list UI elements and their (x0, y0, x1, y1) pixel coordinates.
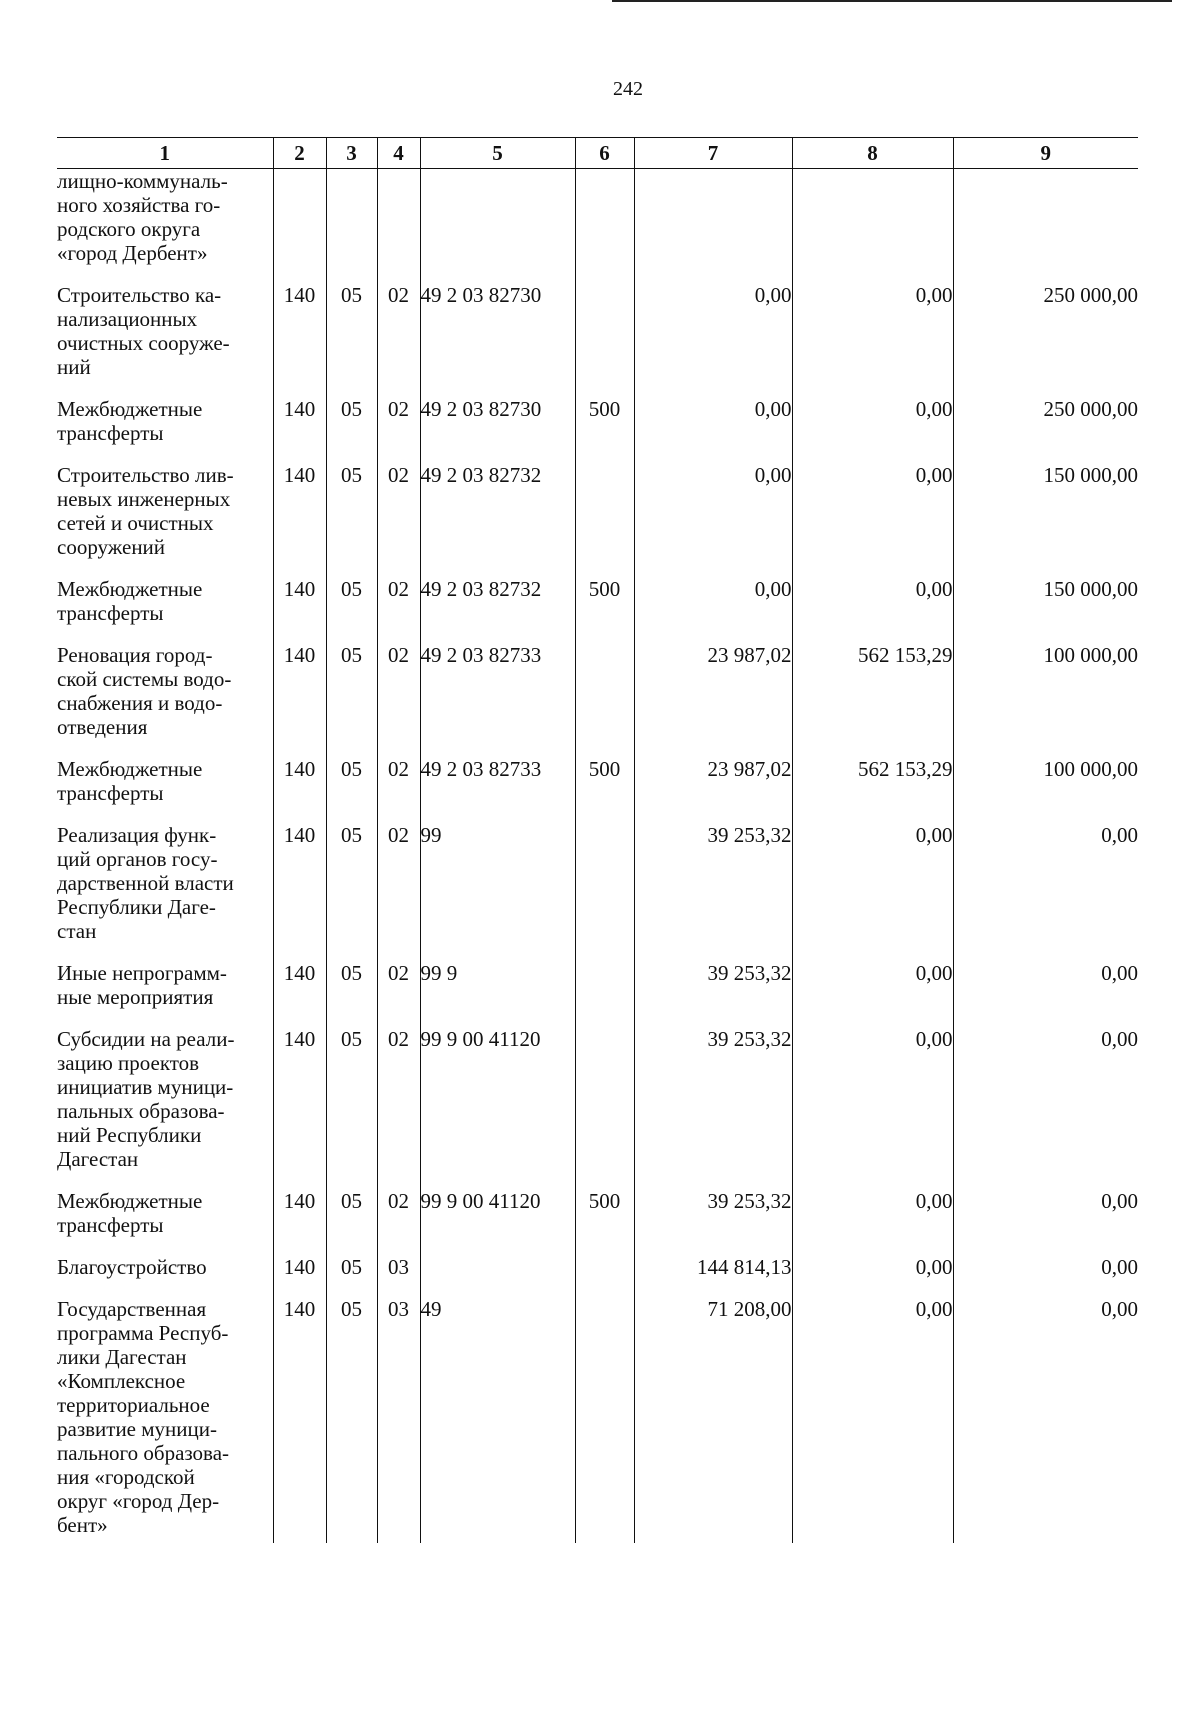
row-razdel: 05 (326, 463, 377, 577)
col-header-7: 7 (634, 138, 792, 169)
row-sum-col9: 100 000,00 (953, 643, 1138, 757)
table-row (57, 397, 1138, 463)
row-razdel: 05 (326, 1255, 377, 1297)
row-podrazdel: 03 (377, 1297, 420, 1543)
row-sum-col8: 0,00 (792, 397, 953, 463)
row-kvr (575, 463, 634, 577)
row-kcsr (420, 169, 575, 284)
table-row (57, 463, 1138, 577)
row-sum-col9: 250 000,00 (953, 283, 1138, 397)
row-sum-col7: 39 253,32 (634, 961, 792, 1027)
row-sum-col8: 0,00 (792, 961, 953, 1027)
row-kcsr (420, 1255, 575, 1297)
row-vedomstvo: 140 (273, 961, 326, 1027)
row-kvr (575, 169, 634, 284)
row-kvr: 500 (575, 1189, 634, 1255)
row-sum-col7: 0,00 (634, 397, 792, 463)
row-name: Строительство ка- нализационных очистных сооруже- ний (57, 283, 230, 379)
row-kcsr: 99 (420, 823, 575, 961)
row-podrazdel: 02 (377, 643, 420, 757)
row-sum-col9: 100 000,00 (953, 757, 1138, 823)
row-kcsr: 49 2 03 82732 (420, 577, 575, 643)
row-sum-col9: 0,00 (953, 1255, 1138, 1297)
table-row (57, 757, 1138, 823)
row-kcsr: 99 9 00 41120 (420, 1027, 575, 1189)
table-row (57, 823, 1138, 961)
row-sum-col9: 0,00 (953, 1027, 1138, 1189)
col-header-6: 6 (575, 138, 634, 169)
row-vedomstvo: 140 (273, 577, 326, 643)
row-kvr (575, 643, 634, 757)
row-kcsr: 49 2 03 82733 (420, 643, 575, 757)
row-sum-col9: 0,00 (953, 961, 1138, 1027)
row-sum-col7: 0,00 (634, 577, 792, 643)
row-razdel: 05 (326, 1189, 377, 1255)
row-sum-col8: 562 153,29 (792, 643, 953, 757)
row-razdel: 05 (326, 643, 377, 757)
row-name: лищно-коммуналь- ного хозяйства го- родского округа «город Дербент» (57, 169, 228, 265)
row-razdel: 05 (326, 823, 377, 961)
row-kvr (575, 1027, 634, 1189)
row-sum-col8: 0,00 (792, 463, 953, 577)
row-kcsr: 99 9 (420, 961, 575, 1027)
row-sum-col7: 0,00 (634, 463, 792, 577)
row-kcsr: 49 2 03 82732 (420, 463, 575, 577)
table-row (57, 577, 1138, 643)
row-kvr: 500 (575, 757, 634, 823)
row-podrazdel: 02 (377, 283, 420, 397)
row-razdel: 05 (326, 577, 377, 643)
header-row (57, 138, 1138, 169)
row-vedomstvo: 140 (273, 1255, 326, 1297)
row-podrazdel: 02 (377, 1027, 420, 1189)
col-header-5: 5 (420, 138, 575, 169)
row-sum-col9: 250 000,00 (953, 397, 1138, 463)
table-body (57, 169, 1138, 1544)
row-vedomstvo: 140 (273, 643, 326, 757)
row-sum-col8: 0,00 (792, 1027, 953, 1189)
row-razdel: 05 (326, 1027, 377, 1189)
col-header-8: 8 (792, 138, 953, 169)
row-sum-col7: 144 814,13 (634, 1255, 792, 1297)
row-vedomstvo: 140 (273, 463, 326, 577)
row-kvr (575, 283, 634, 397)
row-kvr (575, 1255, 634, 1297)
row-razdel: 05 (326, 397, 377, 463)
row-sum-col7 (634, 169, 792, 284)
col-header-9: 9 (953, 138, 1138, 169)
row-podrazdel: 02 (377, 463, 420, 577)
row-podrazdel: 02 (377, 577, 420, 643)
row-sum-col7: 23 987,02 (634, 757, 792, 823)
row-name: Реновация город- ской системы водо- снабжения и водо- отведения (57, 643, 232, 739)
row-razdel: 05 (326, 283, 377, 397)
row-sum-col9: 150 000,00 (953, 463, 1138, 577)
row-name: Межбюджетные трансферты (57, 757, 203, 805)
row-kcsr: 99 9 00 41120 (420, 1189, 575, 1255)
row-sum-col8: 0,00 (792, 1255, 953, 1297)
table-row (57, 643, 1138, 757)
row-podrazdel: 02 (377, 757, 420, 823)
row-podrazdel: 02 (377, 823, 420, 961)
row-vedomstvo: 140 (273, 1027, 326, 1189)
table-row (57, 1189, 1138, 1255)
row-vedomstvo: 140 (273, 1189, 326, 1255)
row-razdel (326, 169, 377, 284)
row-kvr (575, 1297, 634, 1543)
row-sum-col8: 0,00 (792, 283, 953, 397)
row-kvr: 500 (575, 397, 634, 463)
col-header-1: 1 (57, 138, 273, 169)
row-name: Государственная программа Респуб- лики Дагестан «Комплексное территориальное развитие муници- пального образова- ния «городской округ «город Дер- бент» (57, 1297, 230, 1537)
table-row (57, 961, 1138, 1027)
row-kvr (575, 961, 634, 1027)
top-border-line (612, 0, 1172, 2)
row-vedomstvo: 140 (273, 823, 326, 961)
col-header-3: 3 (326, 138, 377, 169)
row-kcsr: 49 2 03 82733 (420, 757, 575, 823)
row-sum-col7: 39 253,32 (634, 823, 792, 961)
row-podrazdel: 02 (377, 1189, 420, 1255)
row-sum-col8: 562 153,29 (792, 757, 953, 823)
row-vedomstvo: 140 (273, 283, 326, 397)
row-sum-col8: 0,00 (792, 1297, 953, 1543)
row-name: Субсидии на реали- зацию проектов инициатив муници- пальных образова- ний Республики Дагестан (57, 1027, 235, 1171)
row-sum-col9 (953, 169, 1138, 284)
row-sum-col9: 0,00 (953, 823, 1138, 961)
row-podrazdel (377, 169, 420, 284)
row-kvr: 500 (575, 577, 634, 643)
table-row (57, 1297, 1138, 1543)
row-razdel: 05 (326, 961, 377, 1027)
table-row (57, 1255, 1138, 1297)
row-name: Межбюджетные трансферты (57, 577, 203, 625)
row-name: Реализация функ- ций органов госу- дарственной власти Республики Даге- стан (57, 823, 234, 943)
row-kcsr: 49 2 03 82730 (420, 397, 575, 463)
row-vedomstvo: 140 (273, 757, 326, 823)
table-row (57, 169, 1138, 284)
row-kcsr: 49 2 03 82730 (420, 283, 575, 397)
row-name: Строительство лив- невых инженерных сетей и очистных сооружений (57, 463, 234, 559)
table-row (57, 283, 1138, 397)
row-sum-col8: 0,00 (792, 1189, 953, 1255)
row-sum-col9: 150 000,00 (953, 577, 1138, 643)
row-sum-col9: 0,00 (953, 1297, 1138, 1543)
row-podrazdel: 03 (377, 1255, 420, 1297)
row-sum-col8: 0,00 (792, 823, 953, 961)
row-sum-col7: 23 987,02 (634, 643, 792, 757)
row-sum-col7: 0,00 (634, 283, 792, 397)
row-vedomstvo (273, 169, 326, 284)
row-kvr (575, 823, 634, 961)
row-podrazdel: 02 (377, 961, 420, 1027)
row-sum-col8: 0,00 (792, 577, 953, 643)
budget-table (57, 137, 1138, 1543)
page-number: 242 (613, 78, 643, 100)
row-name: Межбюджетные трансферты (57, 397, 203, 445)
row-name: Межбюджетные трансферты (57, 1189, 203, 1237)
row-sum-col7: 39 253,32 (634, 1027, 792, 1189)
row-sum-col8 (792, 169, 953, 284)
row-razdel: 05 (326, 757, 377, 823)
row-vedomstvo: 140 (273, 397, 326, 463)
row-sum-col9: 0,00 (953, 1189, 1138, 1255)
row-sum-col7: 71 208,00 (634, 1297, 792, 1543)
row-name: Благоустройство (57, 1255, 207, 1279)
table-row (57, 1027, 1138, 1189)
row-vedomstvo: 140 (273, 1297, 326, 1543)
col-header-2: 2 (273, 138, 326, 169)
row-podrazdel: 02 (377, 397, 420, 463)
row-kcsr: 49 (420, 1297, 575, 1543)
col-header-4: 4 (377, 138, 420, 169)
row-name: Иные непрограмм- ные мероприятия (57, 961, 227, 1009)
row-razdel: 05 (326, 1297, 377, 1543)
row-sum-col7: 39 253,32 (634, 1189, 792, 1255)
